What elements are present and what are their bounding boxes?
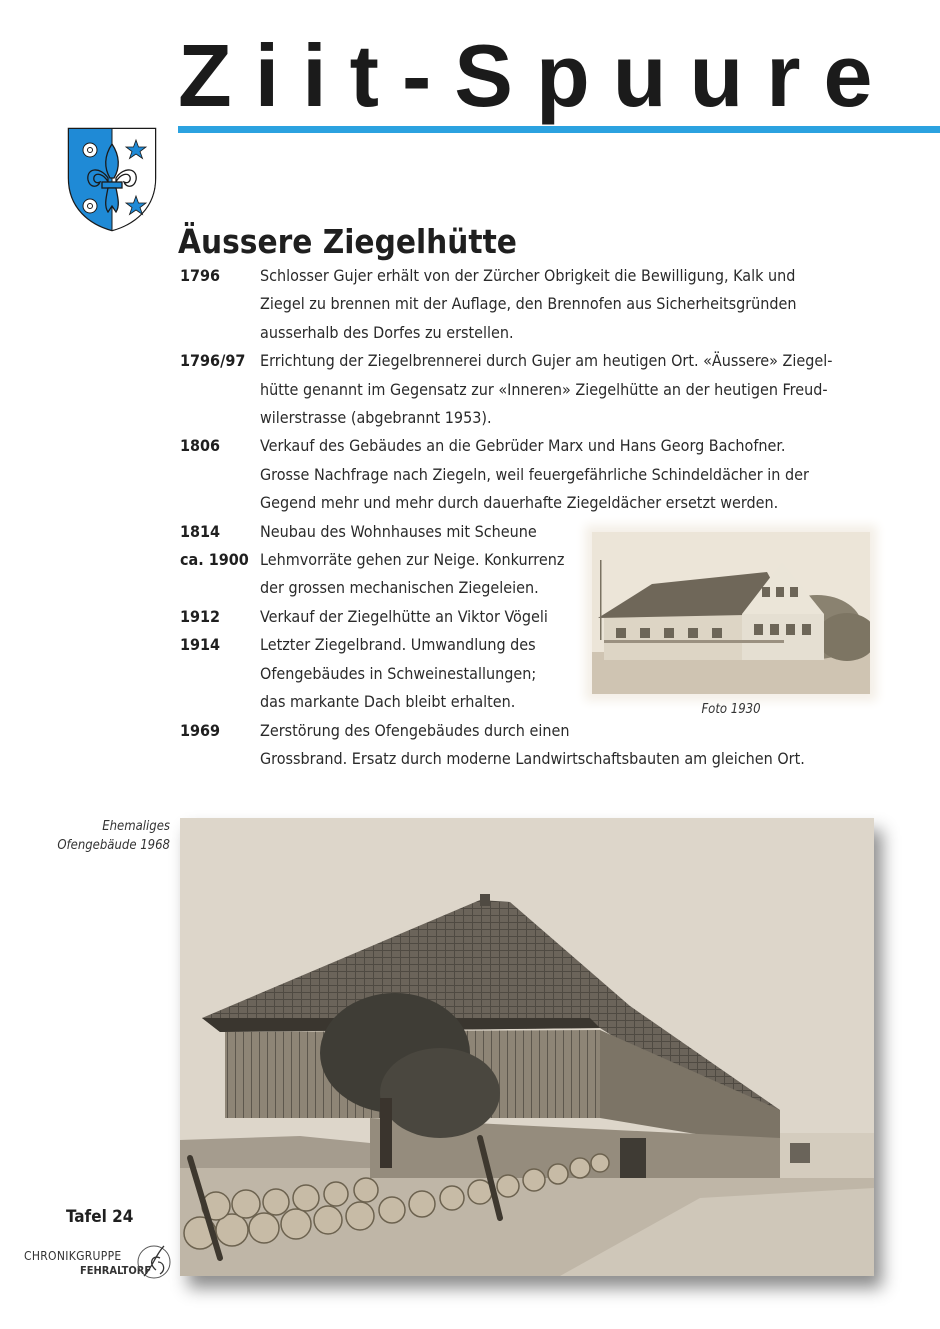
text-line: Ofengebäudes in Schweinestallungen; xyxy=(260,663,537,683)
coat-of-arms-icon xyxy=(66,126,158,232)
article-title: Äussere Ziegelhütte xyxy=(178,222,517,261)
text-line: ausserhalb des Dorfes zu erstellen. xyxy=(260,322,514,342)
photo-1930-caption: Foto 1930 xyxy=(701,702,761,717)
timeline-text xyxy=(260,603,548,631)
masthead-rule xyxy=(178,126,940,133)
text-line: wilerstrasse (abgebrannt 1953). xyxy=(260,408,492,428)
text-line: Gegend mehr und mehr durch dauerhafte Ziegeldächer ersetzt werden. xyxy=(260,493,779,513)
text-line: Grossbrand. Ersatz durch moderne Landwirtschaftsbauten am gleichen Ort. xyxy=(260,748,805,768)
timeline-text xyxy=(260,518,537,546)
photo-1930 xyxy=(592,532,870,694)
caption-line: Ofengebäude 1968 xyxy=(57,838,170,853)
timeline-text xyxy=(260,717,805,774)
timeline-year: 1796 xyxy=(180,266,221,285)
timeline-year: 1806 xyxy=(180,436,221,456)
text-line: das markante Dach bleibt erhalten. xyxy=(260,692,516,712)
timeline-entry xyxy=(180,347,880,432)
text-line: Schlosser Gujer erhält von der Zürcher Obrigkeit die Bewilligung, Kalk und xyxy=(260,266,796,285)
timeline xyxy=(180,262,880,773)
text-line: Verkauf der Ziegelhütte an Viktor Vögeli xyxy=(260,606,548,626)
timeline-text xyxy=(260,546,564,603)
signature-mark-icon xyxy=(134,1240,174,1284)
text-line: Verkauf des Gebäudes an die Gebrüder Marx und Hans Georg Bachofner. xyxy=(260,436,786,456)
timeline-text xyxy=(260,432,809,517)
text-line: Grosse Nachfrage nach Ziegeln, weil feuergefährliche Schindeldächer in der xyxy=(260,464,809,484)
timeline-text xyxy=(260,347,832,432)
text-line: Errichtung der Ziegelbrennerei durch Gujer am heutigen Ort. «Äussere» Ziegel- xyxy=(260,351,833,371)
timeline-text xyxy=(260,631,536,716)
text-line: Ziegel zu brennen mit der Auflage, den Brennofen aus Sicherheitsgründen xyxy=(260,294,797,314)
timeline-year: ca. 1900 xyxy=(180,550,249,570)
timeline-year: 1912 xyxy=(180,606,221,626)
tafel-number: Tafel 24 xyxy=(66,1207,134,1227)
logo-org-line1: CHRONIKGRUPPE xyxy=(24,1249,122,1263)
text-line: Neubau des Wohnhauses mit Scheune xyxy=(260,521,537,541)
text-line: Lehmvorräte gehen zur Neige. Konkurrenz xyxy=(260,550,565,570)
timeline-year: 1814 xyxy=(180,521,221,541)
text-line: hütte genannt im Gegensatz zur «Inneren» Ziegelhütte an der heutigen Freud- xyxy=(260,379,828,399)
timeline-entry xyxy=(180,432,880,517)
photo-1968 xyxy=(180,818,874,1276)
timeline-year: 1914 xyxy=(180,635,221,655)
text-line: Zerstörung des Ofengebäudes durch einen xyxy=(260,720,570,740)
logo-org-line2: FEHRALTORF xyxy=(80,1264,152,1277)
timeline-entry xyxy=(180,262,880,347)
timeline-text xyxy=(260,262,797,347)
kiln-building-photo-icon xyxy=(180,818,874,1276)
timeline-year: 1796/97 xyxy=(180,351,246,371)
caption-line: Ehemaliges xyxy=(102,819,170,834)
chronikgruppe-logo xyxy=(22,1240,182,1284)
timeline-year: 1969 xyxy=(180,720,221,740)
text-line: Letzter Ziegelbrand. Umwandlung des xyxy=(260,635,536,655)
photo-1968-caption xyxy=(10,817,170,855)
farmhouse-photo-icon xyxy=(592,532,870,694)
text-line: der grossen mechanischen Ziegeleien. xyxy=(260,578,539,598)
masthead-title: Ziit-Spuure xyxy=(178,26,896,125)
timeline-entry xyxy=(180,717,880,774)
